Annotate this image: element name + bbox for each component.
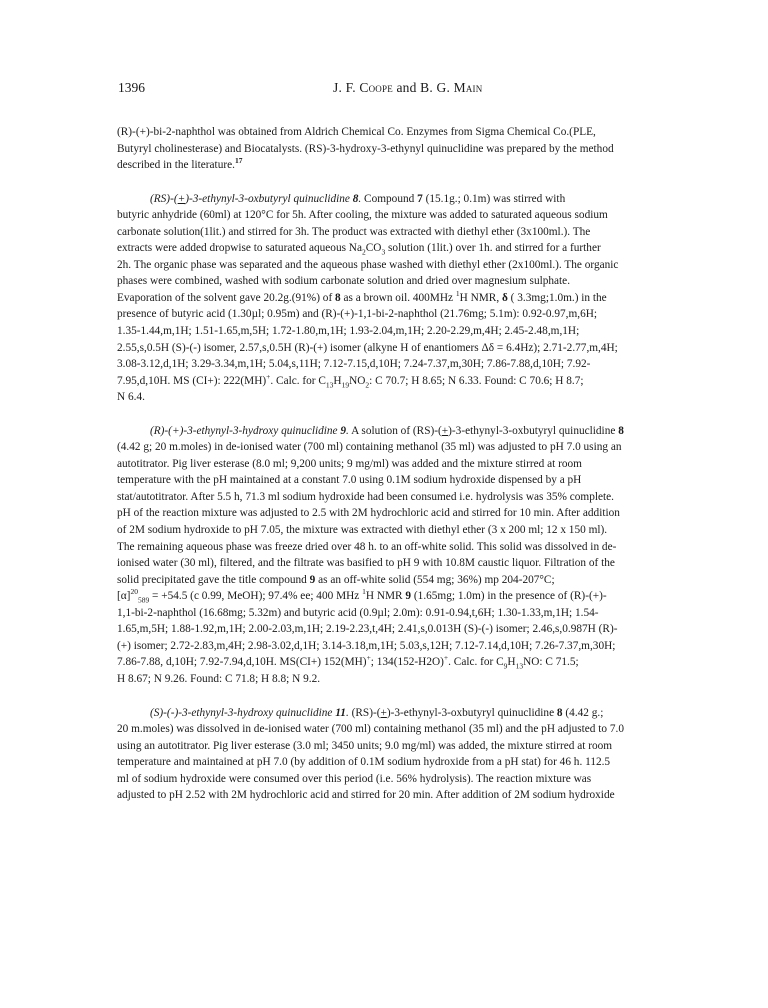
author-conjunction: and — [392, 80, 421, 95]
paragraph-compound-8 — [117, 191, 661, 406]
text-line: 2h. The organic phase was separated and the aqueous phase washed with diethyl ether (2x100ml.). The organic — [117, 258, 619, 271]
compound-11-heading: (S)-(-)-3-ethynyl-3-hydroxy quinuclidine 11. — [150, 706, 349, 719]
paragraph-compound-9 — [117, 423, 661, 688]
author-2-surname: Main — [453, 80, 483, 95]
text-line: adjusted to pH 2.52 with 2M hydrochloric acid and stirred for 20 min. After addition of 2M sodium hydroxide — [117, 789, 615, 802]
text-line: The remaining aqueous phase was freeze dried over 48 h. to an off-white solid. This solid was dissolved in de- — [117, 540, 617, 553]
text-line: Butyryl cholinesterase) and Biocatalysts. (RS)-3-hydroxy-3-ethynyl quinuclidine was prepared by the method — [117, 142, 614, 155]
text-line: (S)-(-)-3-ethynyl-3-hydroxy quinuclidine 11. (RS)-(+)-3-ethynyl-3-oxbutyryl quinuclidine 8 (4.42 g.; — [150, 706, 604, 719]
text-line: extracts were added dropwise to saturated aqueous $Na_2CO_3$ solution (1lit.) over 1h. and stirred for a further — [117, 242, 601, 257]
text-line: pH of the reaction mixture was adjusted to 2.5 with 2M hydrochloric acid and stirred for 10 min. After addition — [117, 507, 620, 520]
text-line: ionised water (30 ml), filtered, and the filtrate was basified to pH 9 with 10.8M caustic liquor. Filtration of the — [117, 557, 615, 570]
author-1-initials: J. F. — [333, 80, 360, 95]
text-line: carbonate solution(1lit.) and stirred for 3h. The product was extracted with diethyl ether (3x100ml.). The — [117, 225, 591, 238]
text-line: (R)-(+)-3-ethynyl-3-hydroxy quinuclidine 9. A solution of (RS)-(+)-3-ethynyl-3-oxbutyryl quinuclidine 8 — [150, 424, 624, 437]
running-head-authors — [333, 80, 482, 96]
text-line: 3.08-3.12,d,1H; 3.29-3.34,m,1H; 5.04,s,11H; 7.12-7.15,d,10H; 7.24-7.37,m,30H; 7.86-7.88,d,10H; 7.92- — [117, 358, 591, 371]
text-line: ml of sodium hydroxide were consumed over this period (i.e. 56% hydrolysis). The reaction mixture was — [117, 772, 592, 785]
text-line: phases were combined, washed with sodium carbonate solution and dried over magnesium sulphate. — [117, 275, 571, 288]
text-line: H 8.67; N 9.26. Found: C 71.8; H 8.8; N 9.2. — [117, 672, 321, 685]
text-line: presence of butyric acid (1.30µl; 0.95m) and (R)-(+)-1,1-bi-2-naphthol (21.76mg; 5.1m): 0.92-0.97,m,6H; — [117, 308, 598, 321]
compound-8-heading: (RS)-(+)-3-ethynyl-3-oxbutyryl quinuclidine 8. — [150, 192, 362, 205]
text-line: (R)-(+)-bi-2-naphthol was obtained from Aldrich Chemical Co. Enzymes from Sigma Chemical Co.(PLE, — [117, 126, 596, 138]
text-line: 1.35-1.44,m,1H; 1.51-1.65,m,5H; 1.72-1.80,m,1H; 1.93-2.04,m,1H; 2.20-2.29,m,4H; 2.45-2.48,m,1H; — [117, 325, 580, 338]
text-line: temperature with the pH maintained at a constant 7.0 using 0.1M sodium hydroxide dispensed by a pH — [117, 474, 582, 487]
page-number: 1396 — [118, 80, 145, 95]
text-line: 1,1-bi-2-naphthol (16.68mg; 5.32m) and butyric acid (0.9µl; 2.0m): 0.91-0.94,t,6H; 1.30-1.33,m,1H; 1.54- — [117, 606, 599, 619]
text-line: using an autotitrator. Pig liver esterase (3.0 ml; 3450 units; 9.0 mg/ml) was added, the mixture stirred at room — [117, 739, 613, 752]
text-line: stat/autotitrator. After 5.5 h, 71.3 ml sodium hydroxide had been consumed i.e. hydrolysis was 35% complete. — [117, 490, 614, 503]
text-line: Evaporation of the solvent gave 20.2g.(91%) of 8 as a brown oil. 400MHz $^1$H NMR, δ ( 3.3mg;1.0m.) in the — [117, 289, 607, 304]
text-line: 7.86-7.88, d,10H; 7.92-7.94,d,10H. MS(CI+) 152(MH)+; 134(152-H2O)+. Calc. for $C_9H_{13}NO$: C 71.5; — [117, 653, 579, 671]
text-line: autotitrator. Pig liver esterase (8.0 ml; 9,200 units; 9 mg/ml) was added and the mixture stirred at room — [117, 457, 582, 470]
text-line: 7.95,d,10H. MS (CI+): 222(MH)+. Calc. for $C_{13}H_{19}NO_2$: C 70.7; H 8.65; N 6.33. Found: C 70.6; H 8.7; — [117, 371, 584, 389]
paragraph-materials — [117, 124, 661, 174]
text-line: solid precipitated gave the title compound 9 as an off-white solid (554 mg; 36%) mp 204-207°C; — [117, 573, 555, 586]
page-header — [118, 80, 678, 100]
text-line: butyric anhydride (60ml) at 120°C for 5h. After cooling, the mixture was added to saturated aqueous sodium — [117, 209, 608, 222]
text-line: (+) isomer; 2.72-2.83,m,4H; 2.98-3.02,d,1H; 3.14-3.18,m,1H; 5.03,s,12H; 7.12-7.14,d,10H; 7.26-7.37,m,30H; — [117, 639, 616, 652]
text-line: described in the literature.$^{17}$ — [117, 156, 243, 172]
author-2-initials: B. G. — [420, 80, 454, 95]
author-1-surname: Coope — [359, 80, 393, 95]
text-line: 1.65,m,5H; 1.88-1.92,m,1H; 2.00-2.03,m,1H; 2.19-2.23,t,4H; 2.41,s,0.013H (S)-(-) isomer; 2.46,s,0.987H (R)- — [117, 623, 618, 636]
body-text — [117, 124, 661, 804]
paragraph-compound-11 — [117, 705, 661, 804]
text-line: N 6.4. — [117, 391, 145, 404]
text-line: temperature and maintained at pH 7.0 (by addition of 0.1M sodium hydroxide from a pH stat) for 46 h. 112.5 — [117, 756, 611, 769]
text-line: 2.55,s,0.5H (S)-(-) isomer, 2.57,s,0.5H (R)-(+) isomer (alkyne H of enantiomers Δδ = 6.4Hz); 2.71-2.77,m,4H; — [117, 341, 618, 354]
compound-9-heading: (R)-(+)-3-ethynyl-3-hydroxy quinuclidine 9. — [150, 424, 349, 437]
text-line: (RS)-(+)-3-ethynyl-3-oxbutyryl quinuclidine 8. Compound 7 (15.1g.; 0.1m) was stirred with — [150, 192, 566, 205]
text-line: 20 m.moles) was dissolved in de-ionised water (700 ml) containing methanol (35 ml) and the pH adjusted to 7.0 — [117, 723, 625, 736]
text-line: $[\alpha]^{20}_{589} = +54.5$ (c 0.99, MeOH); 97.4% ee; 400 MHz $^1$H NMR 9 (1.65mg; 1.0m) in the presence of (R)-(+)- — [117, 587, 607, 605]
text-line: (4.42 g; 20 m.moles) in de-ionised water (700 ml) containing methanol (35 ml) was adjusted to pH 7.0 using an — [117, 441, 622, 454]
text-line: of 2M sodium hydroxide to pH 7.05, the mixture was extracted with diethyl ether (3 x 200 ml; 12 x 150 ml). — [117, 524, 608, 537]
